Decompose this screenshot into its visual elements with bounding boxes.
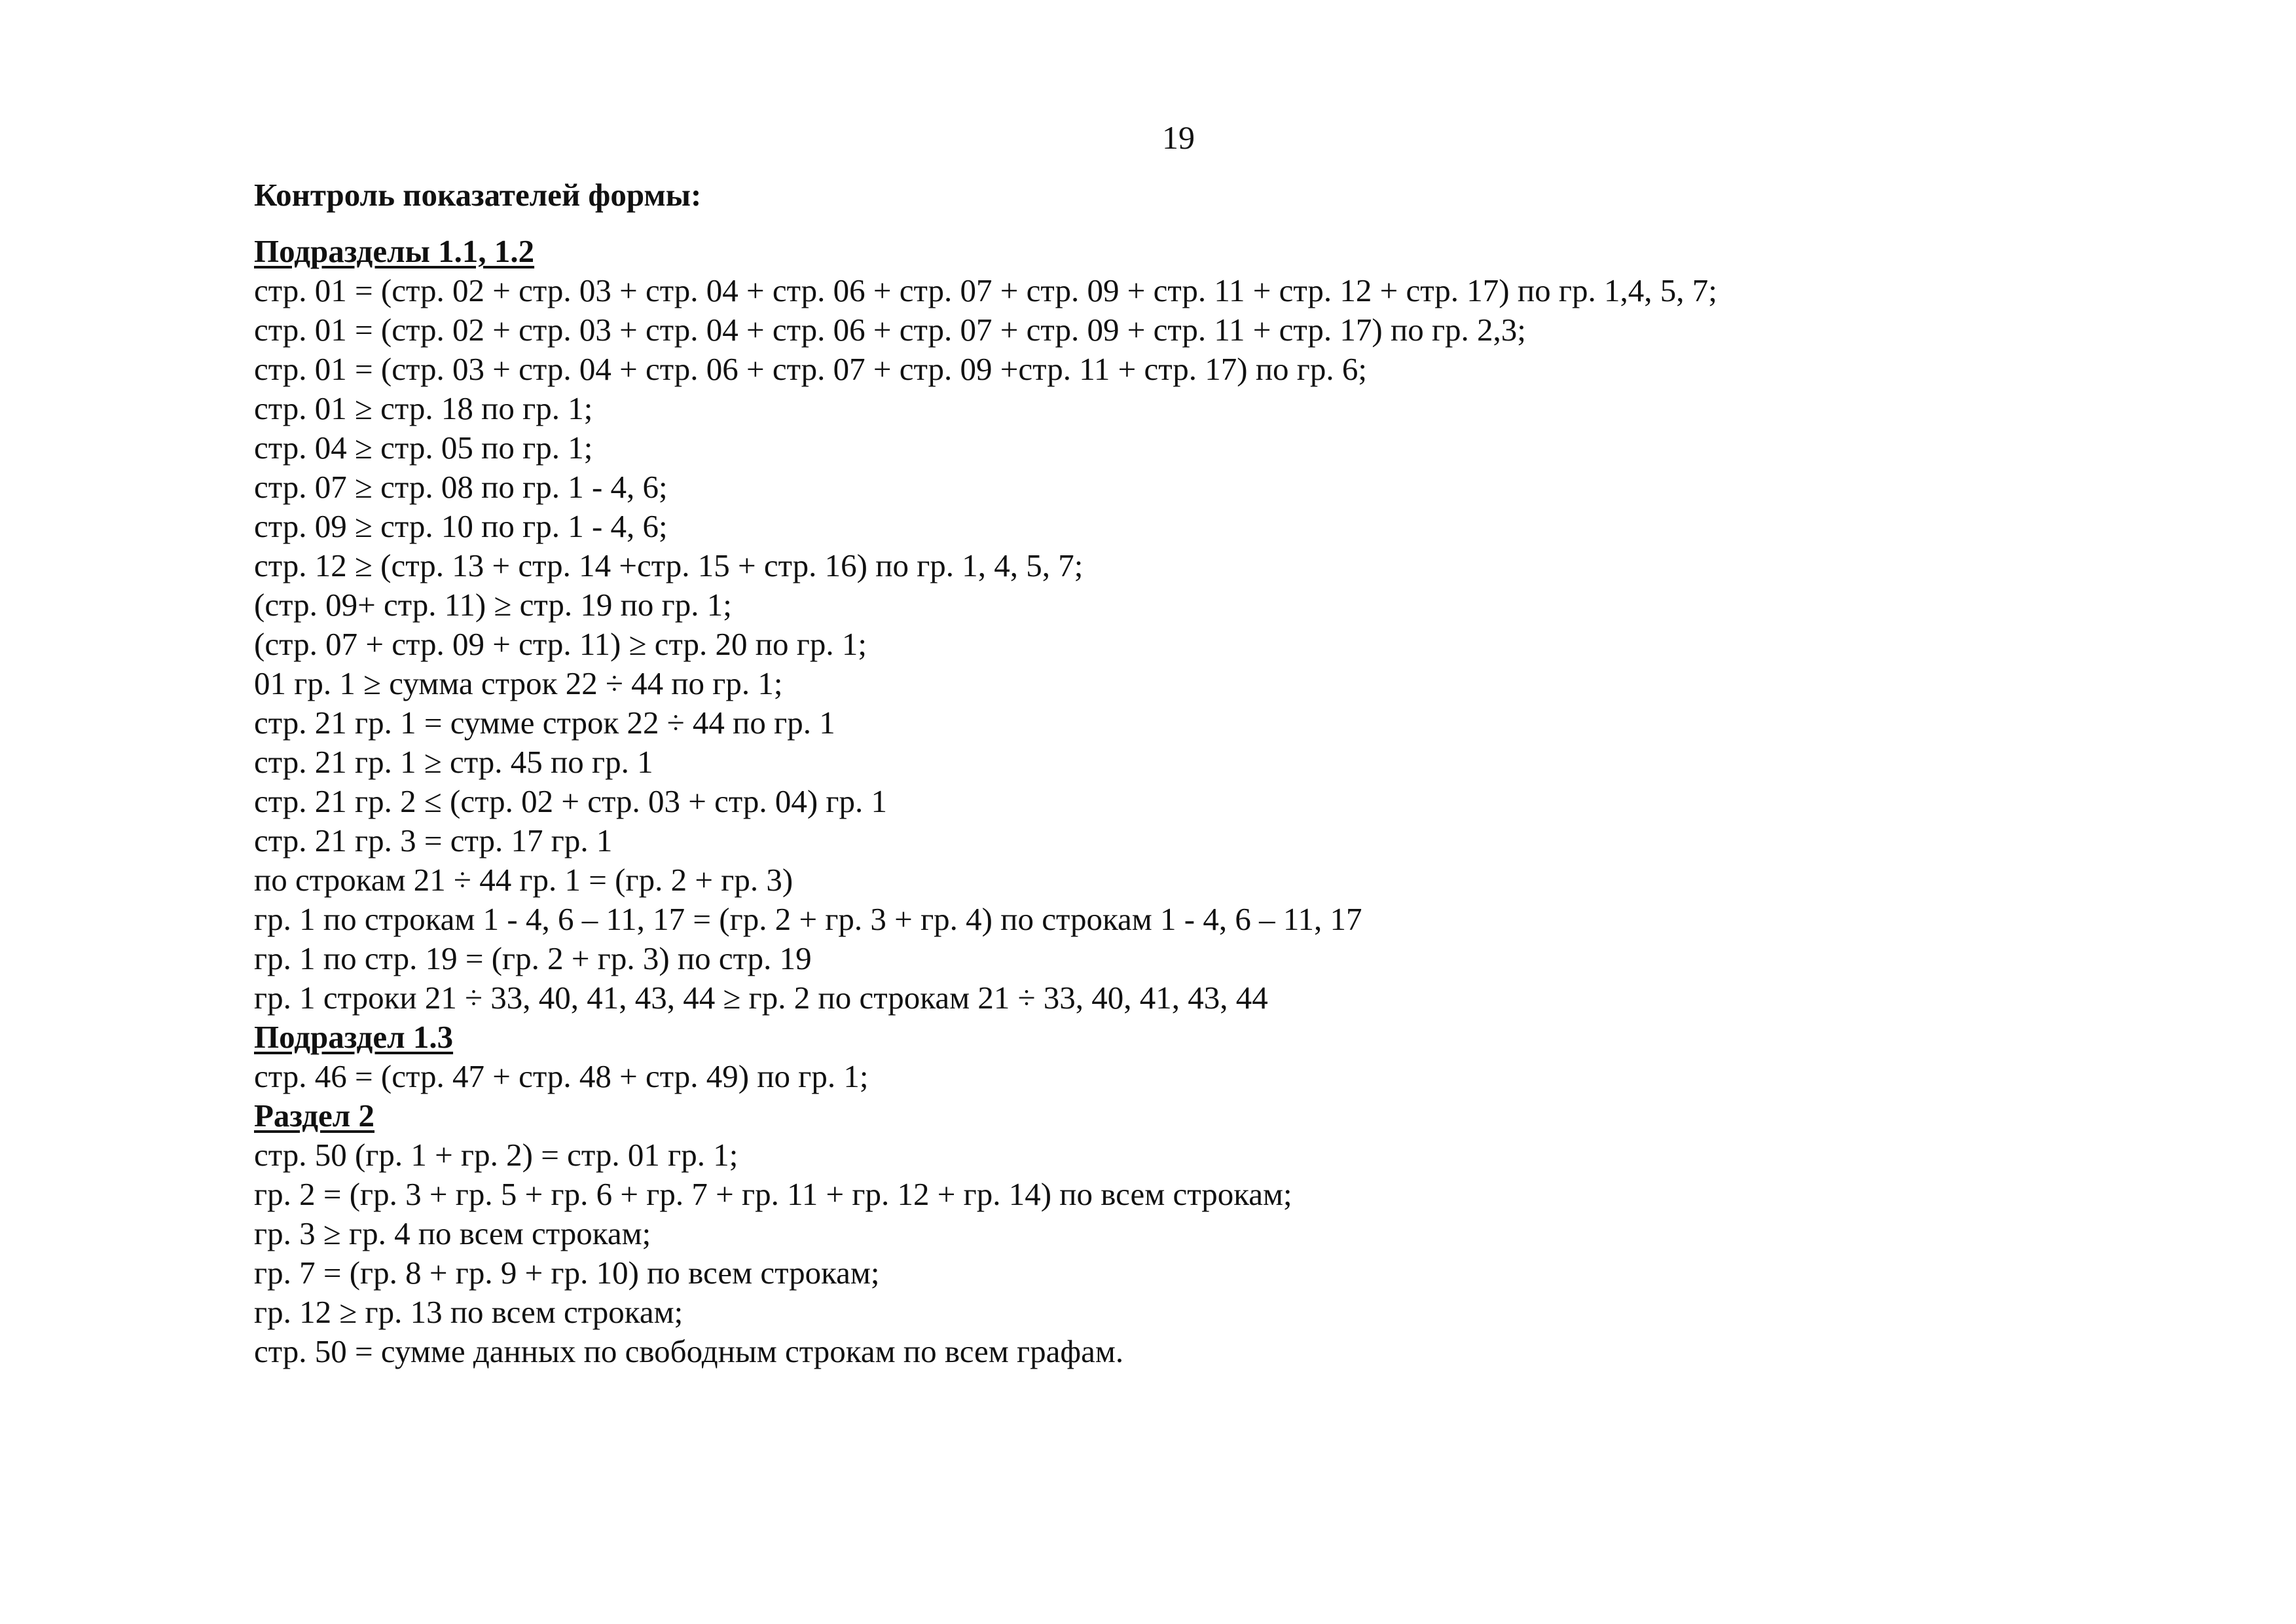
document-title: Контроль показателей формы: xyxy=(254,177,702,213)
rule-line: по строкам 21 ÷ 44 гр. 1 = (гр. 2 + гр. 3) xyxy=(254,862,793,898)
rule-line: 01 гр. 1 ≥ сумма строк 22 ÷ 44 по гр. 1; xyxy=(254,665,783,701)
rule-line: стр. 04 ≥ стр. 05 по гр. 1; xyxy=(254,430,593,466)
rule-line: гр. 12 ≥ гр. 13 по всем строкам; xyxy=(254,1294,683,1330)
page-number: 19 xyxy=(1162,119,1195,156)
rule-line: стр. 01 ≥ стр. 18 по гр. 1; xyxy=(254,390,593,426)
rule-line: гр. 1 по стр. 19 = (гр. 2 + гр. 3) по стр. 19 xyxy=(254,940,812,976)
rule-line: гр. 2 = (гр. 3 + гр. 5 + гр. 6 + гр. 7 + гр. 11 + гр. 12 + гр. 14) по всем строкам; xyxy=(254,1176,1292,1212)
rule-line: стр. 21 гр. 1 ≥ стр. 45 по гр. 1 xyxy=(254,744,653,780)
rule-line: гр. 1 строки 21 ÷ 33, 40, 41, 43, 44 ≥ гр. 2 по строкам 21 ÷ 33, 40, 41, 43, 44 xyxy=(254,980,1268,1016)
rules-list xyxy=(254,271,2218,1018)
section-heading: Раздел 2 xyxy=(254,1098,375,1134)
rule-line: стр. 50 (гр. 1 + гр. 2) = стр. 01 гр. 1; xyxy=(254,1137,738,1173)
rule-line: стр. 07 ≥ стр. 08 по гр. 1 - 4, 6; xyxy=(254,469,668,505)
rule-line: стр. 21 гр. 3 = стр. 17 гр. 1 xyxy=(254,822,613,858)
rules-list xyxy=(254,1057,2218,1096)
section-heading: Подразделы 1.1, 1.2 xyxy=(254,233,535,269)
rule-line: стр. 09 ≥ стр. 10 по гр. 1 - 4, 6; xyxy=(254,508,668,544)
section-3 xyxy=(254,1096,2218,1371)
rule-line: стр. 50 = сумме данных по свободным строкам по всем графам. xyxy=(254,1333,1124,1369)
rule-line: стр. 21 гр. 1 = сумме строк 22 ÷ 44 по гр. 1 xyxy=(254,705,835,741)
rule-line: стр. 12 ≥ (стр. 13 + стр. 14 +стр. 15 + стр. 16) по гр. 1, 4, 5, 7; xyxy=(254,547,1084,583)
rule-line: гр. 7 = (гр. 8 + гр. 9 + гр. 10) по всем строкам; xyxy=(254,1255,880,1291)
rule-line: гр. 1 по строкам 1 - 4, 6 – 11, 17 = (гр. 2 + гр. 3 + гр. 4) по строкам 1 - 4, 6 – 11, 17 xyxy=(254,901,1362,937)
rule-line: стр. 21 гр. 2 ≤ (стр. 02 + стр. 03 + стр. 04) гр. 1 xyxy=(254,783,888,819)
rules-list xyxy=(254,1135,2218,1371)
rule-line: (стр. 09+ стр. 11) ≥ стр. 19 по гр. 1; xyxy=(254,587,732,623)
document-body xyxy=(254,175,2218,1371)
section-2 xyxy=(254,1018,2218,1096)
rule-line: стр. 46 = (стр. 47 + стр. 48 + стр. 49) по гр. 1; xyxy=(254,1058,869,1094)
rule-line: (стр. 07 + стр. 09 + стр. 11) ≥ стр. 20 по гр. 1; xyxy=(254,626,867,662)
rule-line: гр. 3 ≥ гр. 4 по всем строкам; xyxy=(254,1215,651,1251)
rule-line: стр. 01 = (стр. 02 + стр. 03 + стр. 04 + стр. 06 + стр. 07 + стр. 09 + стр. 11 + стр. 12 + стр. 17) по гр. 1,4, 5, 7; xyxy=(254,272,1717,308)
rule-line: стр. 01 = (стр. 03 + стр. 04 + стр. 06 + стр. 07 + стр. 09 +стр. 11 + стр. 17) по гр. 6; xyxy=(254,351,1368,387)
section-1 xyxy=(254,232,2218,1018)
rule-line: стр. 01 = (стр. 02 + стр. 03 + стр. 04 + стр. 06 + стр. 07 + стр. 09 + стр. 11 + стр. 17) по гр. 2,3; xyxy=(254,312,1526,348)
section-heading: Подраздел 1.3 xyxy=(254,1019,454,1055)
